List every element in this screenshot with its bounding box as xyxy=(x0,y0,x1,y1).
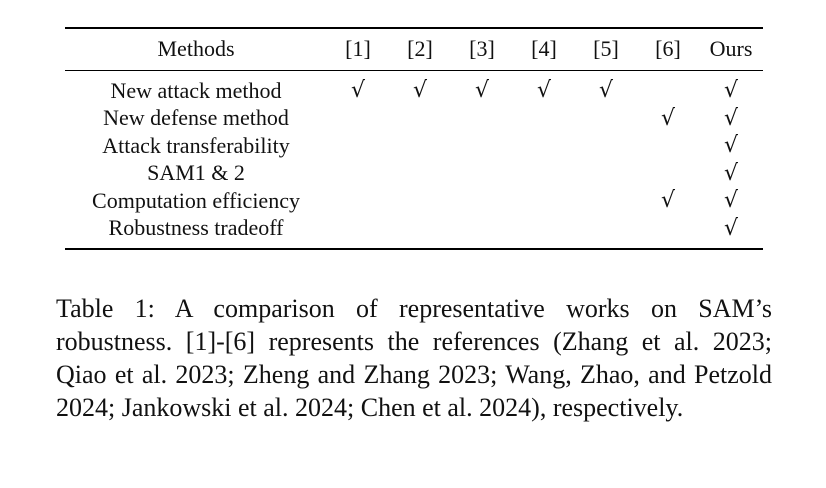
checkmark-icon: √ xyxy=(723,188,739,214)
table-row xyxy=(65,215,763,243)
check-cell xyxy=(513,71,575,105)
check-cell xyxy=(699,160,763,188)
check-cell xyxy=(389,160,451,188)
check-cell xyxy=(451,187,513,215)
checkmark-icon: √ xyxy=(536,78,552,104)
check-cell xyxy=(451,215,513,243)
header-ref-1: [1] xyxy=(345,36,371,61)
check-cell xyxy=(327,160,389,188)
check-cell xyxy=(699,105,763,133)
comparison-table xyxy=(65,27,763,242)
checkmark-icon: √ xyxy=(723,133,739,159)
check-cell xyxy=(389,132,451,160)
check-cell xyxy=(575,105,637,133)
table-row xyxy=(65,132,763,160)
table-row xyxy=(65,187,763,215)
table-row xyxy=(65,160,763,188)
header-ref-2: [2] xyxy=(407,36,433,61)
table-row xyxy=(65,105,763,133)
check-cell xyxy=(575,160,637,188)
checkmark-icon: √ xyxy=(660,188,676,214)
method-name-cell: Attack transferability xyxy=(102,132,290,158)
check-cell xyxy=(327,132,389,160)
check-cell xyxy=(637,160,699,188)
table-header-row xyxy=(65,27,763,71)
checkmark-icon: √ xyxy=(723,105,739,131)
table-row xyxy=(65,71,763,105)
check-cell xyxy=(327,71,389,105)
check-cell xyxy=(575,71,637,105)
header-ref-5: [5] xyxy=(593,36,619,61)
check-cell xyxy=(451,160,513,188)
checkmark-icon: √ xyxy=(723,215,739,241)
checkmark-icon: √ xyxy=(660,105,676,131)
table-bottom-rule xyxy=(65,248,763,250)
checkmark-icon: √ xyxy=(474,78,490,104)
check-cell xyxy=(575,187,637,215)
check-cell xyxy=(451,132,513,160)
method-name-cell: Robustness tradeoff xyxy=(108,215,284,241)
check-cell xyxy=(575,132,637,160)
checkmark-icon: √ xyxy=(350,78,366,104)
check-cell xyxy=(699,132,763,160)
check-cell xyxy=(389,215,451,243)
check-cell xyxy=(513,105,575,133)
check-cell xyxy=(637,215,699,243)
check-cell xyxy=(637,105,699,133)
check-cell xyxy=(637,187,699,215)
header-ours: Ours xyxy=(709,36,753,61)
method-name-cell: New attack method xyxy=(110,77,282,103)
check-cell xyxy=(389,187,451,215)
table-caption: Table 1: A comparison of representative works on SAM’s robustness. [1]-[6] represents the references (Zhang et al. 2023; Qiao et al. 2023; Zheng and Zhang 2023; Wang, Zhao, and Petzold 2024; Jankowski et al. 2024; Chen et al. 2024), respectively. xyxy=(56,294,772,422)
check-cell xyxy=(451,71,513,105)
check-cell xyxy=(513,160,575,188)
check-cell xyxy=(699,187,763,215)
method-name-cell: SAM1 & 2 xyxy=(147,160,245,186)
check-cell xyxy=(327,187,389,215)
header-ref-6: [6] xyxy=(655,36,681,61)
check-cell xyxy=(699,215,763,243)
header-methods: Methods xyxy=(157,36,235,61)
header-ref-4: [4] xyxy=(531,36,557,61)
checkmark-icon: √ xyxy=(598,78,614,104)
check-cell xyxy=(389,105,451,133)
method-name-cell: Computation efficiency xyxy=(92,187,300,213)
table-header-rule xyxy=(65,70,763,71)
check-cell xyxy=(327,105,389,133)
checkmark-icon: √ xyxy=(723,78,739,104)
check-cell xyxy=(513,187,575,215)
check-cell xyxy=(451,105,513,133)
check-cell xyxy=(513,215,575,243)
comparison-table-container xyxy=(65,27,763,242)
checkmark-icon: √ xyxy=(723,160,739,186)
check-cell xyxy=(699,71,763,105)
header-ref-3: [3] xyxy=(469,36,495,61)
checkmark-icon: √ xyxy=(412,78,428,104)
check-cell xyxy=(575,215,637,243)
check-cell xyxy=(637,71,699,105)
method-name-cell: New defense method xyxy=(103,105,289,131)
check-cell xyxy=(389,71,451,105)
check-cell xyxy=(513,132,575,160)
table-top-rule xyxy=(65,27,763,29)
check-cell xyxy=(637,132,699,160)
check-cell xyxy=(327,215,389,243)
table-body xyxy=(65,71,763,242)
